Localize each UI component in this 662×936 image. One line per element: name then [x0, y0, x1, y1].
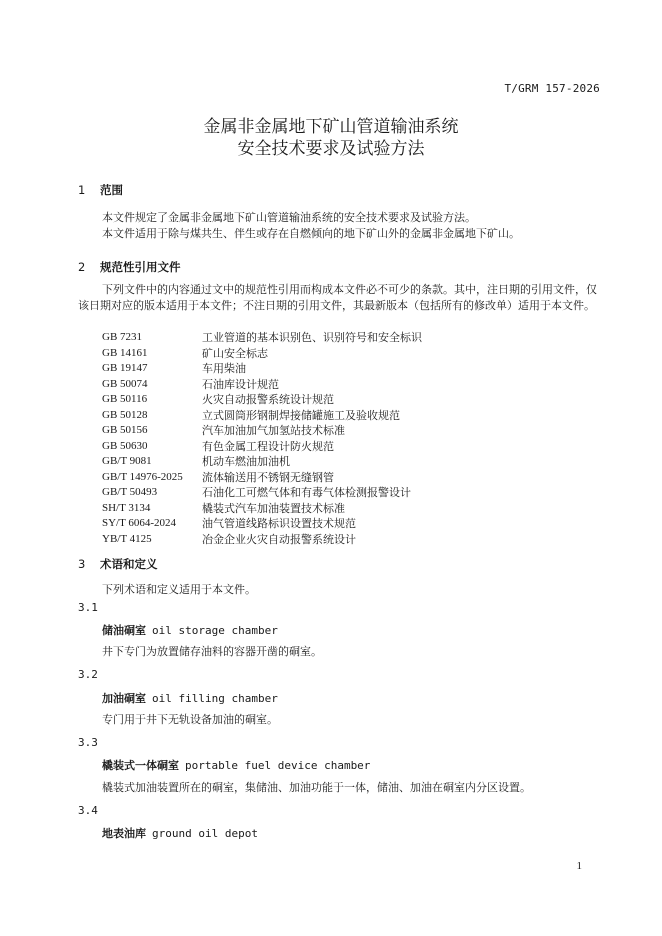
reference-code: GB 7231: [102, 331, 143, 343]
section-2-title: 规范性引用文件: [100, 260, 181, 274]
term-chinese: 储油硐室: [102, 624, 146, 637]
reference-row: [102, 361, 422, 377]
document-title-line2: 安全技术要求及试验方法: [237, 139, 425, 159]
reference-title: 矿山安全标志: [202, 346, 268, 360]
term-number: 3.2: [78, 668, 98, 681]
term-english: ground oil depot: [152, 827, 258, 840]
document-title-line1: 金属非金属地下矿山管道输油系统: [203, 117, 459, 137]
section-3-number: 3: [78, 557, 86, 571]
reference-title: 石油化工可燃气体和有毒气体检测报警设计: [202, 486, 411, 499]
section-1-paragraph-2: 本文件适用于除与煤共生、伴生或存在自燃倾向的地下矿山外的金属非金属地下矿山。: [102, 227, 520, 240]
section-1-heading: [78, 182, 123, 198]
section-2-heading: [78, 259, 181, 275]
term-heading: [102, 825, 258, 841]
term-heading: [102, 622, 278, 638]
section-3-title: 术语和定义: [100, 557, 158, 571]
reference-code: GB 50128: [102, 408, 148, 421]
section-2-intro: 下列文件中的内容通过文中的规范性引用而构成本文件必不可少的条款。其中，注日期的引用文件，仅该日期对应的版本适用于本文件；不注日期的引用文件，其最新版本（包括所有的修改单）适用于本文件。: [78, 283, 597, 312]
reference-title: 车用柴油: [202, 362, 246, 375]
term-chinese: 加油硐室: [102, 692, 146, 705]
reference-row: [102, 423, 422, 439]
reference-row: [102, 501, 422, 517]
section-3-intro: 下列术语和定义适用于本文件。: [102, 583, 256, 596]
term-number: 3.1: [78, 601, 98, 614]
reference-row: [102, 532, 422, 548]
reference-title: 冶金企业火灾自动报警系统设计: [202, 532, 356, 546]
term-chinese: 地表油库: [102, 827, 146, 840]
normative-reference-list: [102, 330, 422, 547]
reference-title: 机动车燃油加油机: [202, 455, 290, 468]
term-english: oil storage chamber: [152, 624, 278, 637]
reference-row: [102, 377, 422, 393]
reference-title: 有色金属工程设计防火规范: [202, 439, 334, 453]
reference-title: 油气管道线路标识设置技术规范: [202, 517, 356, 530]
reference-title: 工业管道的基本识别色、识别符号和安全标识: [202, 331, 422, 344]
reference-code: SH/T 3134: [102, 501, 151, 514]
reference-code: GB 50156: [102, 424, 148, 436]
term-heading: [102, 690, 278, 706]
reference-code: GB 14161: [102, 346, 148, 359]
reference-row: [102, 454, 422, 470]
section-1-number: 1: [78, 183, 86, 197]
reference-code: GB/T 9081: [102, 455, 152, 467]
term-heading: [102, 757, 370, 773]
reference-title: 橇装式汽车加油装置技术标准: [202, 501, 345, 515]
reference-row: [102, 346, 422, 362]
reference-code: GB/T 50493: [102, 486, 158, 498]
reference-title: 流体输送用不锈钢无缝钢管: [202, 470, 334, 484]
term-chinese: 橇装式一体硐室: [102, 759, 179, 772]
term-number: 3.4: [78, 804, 98, 817]
reference-code: GB 50116: [102, 393, 148, 405]
reference-title: 汽车加油加气加氢站技术标准: [202, 424, 345, 437]
reference-code: SY/T 6064-2024: [102, 517, 177, 529]
reference-row: [102, 330, 422, 346]
reference-code: GB 19147: [102, 362, 148, 374]
reference-row: [102, 439, 422, 455]
reference-code: GB/T 14976-2025: [102, 470, 183, 483]
reference-code: YB/T 4125: [102, 532, 152, 545]
term-number: 3.3: [78, 736, 98, 749]
reference-row: [102, 516, 422, 532]
document-number: T/GRM 157-2026: [504, 82, 600, 95]
section-2-number: 2: [78, 260, 86, 274]
reference-row: [102, 408, 422, 424]
term-english: oil filling chamber: [152, 692, 278, 705]
reference-title: 石油库设计规范: [202, 377, 279, 391]
page-number: 1: [576, 860, 582, 872]
section-3-heading: [78, 556, 158, 572]
reference-code: GB 50630: [102, 439, 148, 452]
reference-row: [102, 470, 422, 486]
section-1-paragraph-1: 本文件规定了金属非金属地下矿山管道输油系统的安全技术要求及试验方法。: [102, 211, 476, 224]
reference-row: [102, 485, 422, 501]
term-definition: 井下专门为放置储存油料的容器开凿的硐室。: [102, 645, 322, 658]
term-english: portable fuel device chamber: [185, 759, 371, 772]
section-1-title: 范围: [100, 183, 123, 197]
term-definition: 专门用于井下无轨设备加油的硐室。: [102, 713, 278, 726]
reference-row: [102, 392, 422, 408]
reference-code: GB 50074: [102, 377, 148, 390]
reference-title: 火灾自动报警系统设计规范: [202, 393, 334, 406]
term-definition: 橇装式加油装置所在的硐室，集储油、加油功能于一体，储油、加油在硐室内分区设置。: [102, 781, 531, 794]
reference-title: 立式圆筒形钢制焊接储罐施工及验收规范: [202, 408, 400, 422]
